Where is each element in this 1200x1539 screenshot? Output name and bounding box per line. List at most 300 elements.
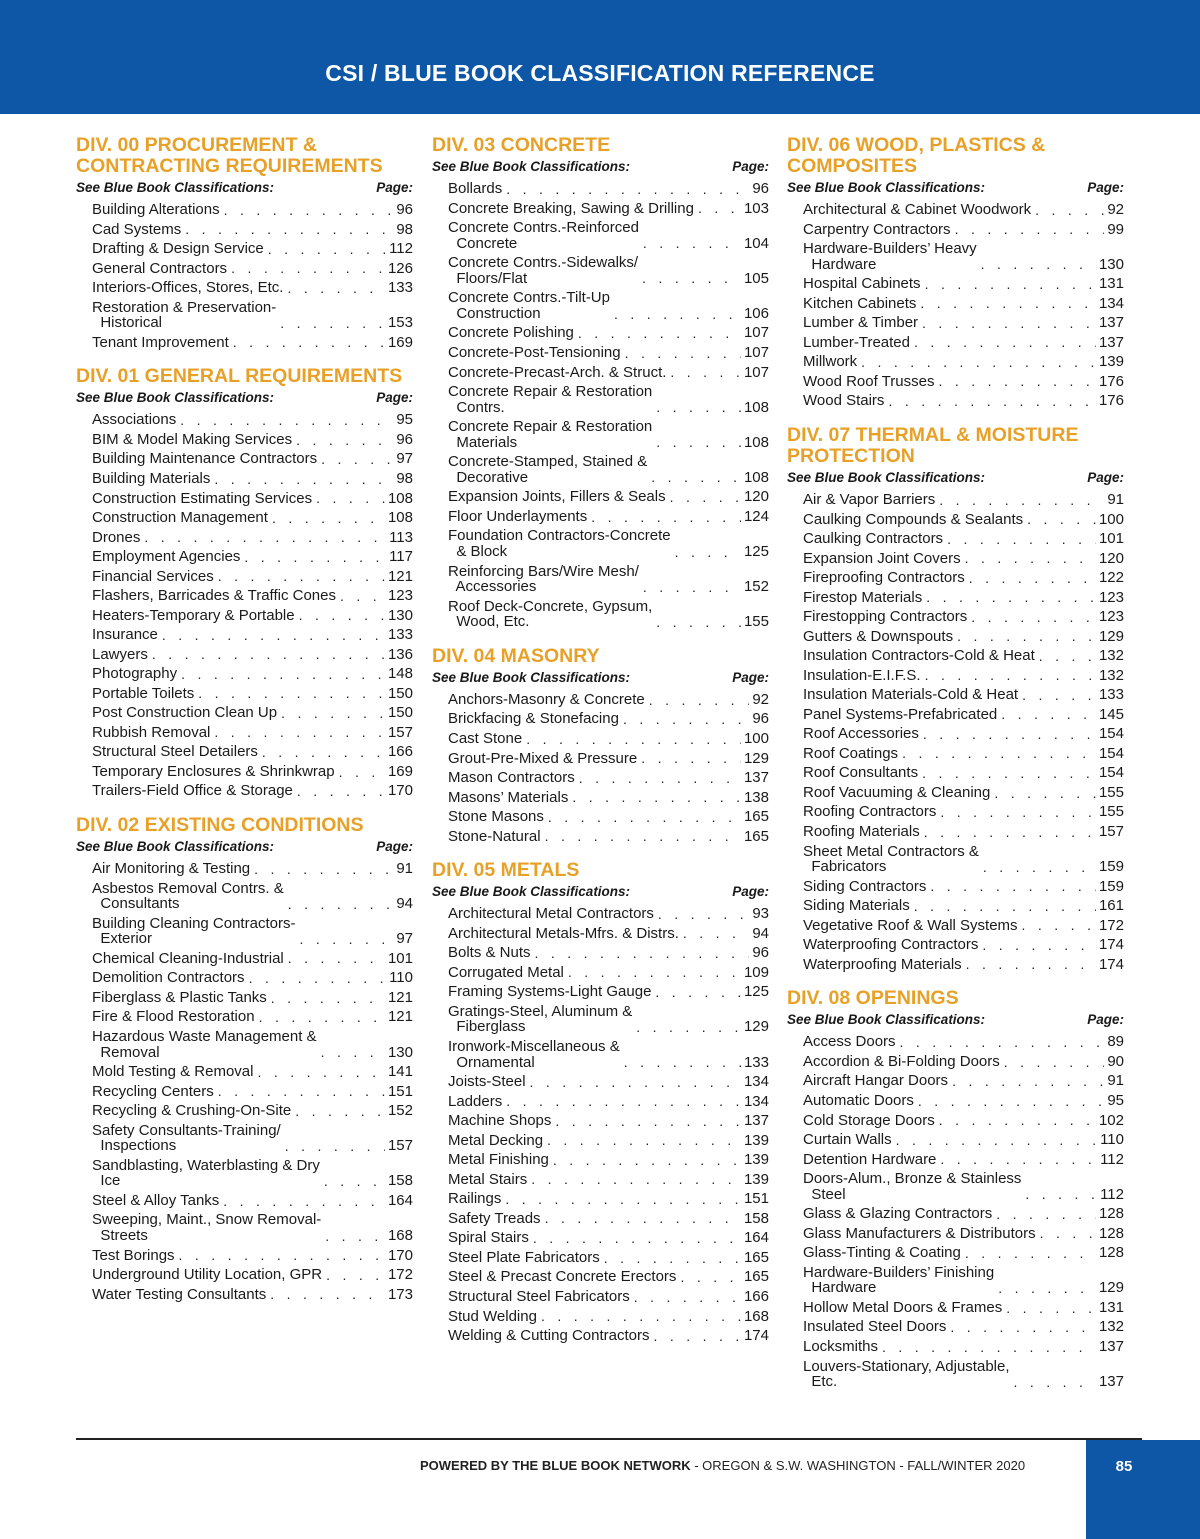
list-item: [803, 1073, 1124, 1089]
dot-leader: [952, 1074, 1104, 1088]
page-ref: 105: [743, 269, 769, 287]
classification-name: Louvers-Stationary, Adjustable, Etc.: [803, 1357, 1010, 1391]
list-item: [448, 290, 769, 321]
page-ref: 131: [1098, 1298, 1124, 1316]
classification-name: Cad Systems: [92, 220, 182, 238]
classification-name: Waterproofing Materials: [803, 955, 962, 973]
list-item: [803, 1093, 1124, 1109]
dot-leader: [965, 1246, 1096, 1260]
page-ref: 139: [1098, 353, 1124, 371]
classification-name: Associations: [92, 411, 177, 429]
list-item: [803, 648, 1124, 664]
list-item: [92, 686, 413, 702]
dot-leader: [982, 938, 1096, 952]
classification-name: Waterproofing Contractors: [803, 936, 979, 954]
division-section: [76, 815, 413, 1302]
classification-name: Drafting & Design Service: [92, 240, 264, 258]
classification-name: Curtain Walls: [803, 1131, 892, 1149]
list-item: [803, 785, 1124, 801]
dot-leader: [270, 1287, 385, 1301]
list-item: [92, 1287, 413, 1303]
classification-name: Concrete-Post-Tensioning: [448, 343, 621, 361]
list-item: [92, 608, 413, 624]
page-ref: 125: [743, 983, 769, 1001]
dot-leader: [1004, 1055, 1105, 1069]
page-ref: 107: [743, 324, 769, 342]
list-item: [92, 1158, 413, 1189]
list-item: [803, 1171, 1124, 1202]
dot-leader: [568, 965, 741, 979]
classification-name: Roofing Materials: [803, 823, 920, 840]
classification-name: Expansion Joint Covers: [803, 549, 961, 567]
classification-header: [432, 670, 769, 686]
list-item: [448, 201, 769, 217]
list-item: [803, 879, 1124, 895]
classification-name: Machine Shops: [448, 1112, 552, 1130]
list-item: [448, 365, 769, 381]
list-item: [448, 790, 769, 806]
classification-name: Insurance: [92, 626, 158, 644]
page-ref: 154: [1098, 764, 1124, 782]
page-ref: 102: [1098, 1111, 1124, 1129]
dot-leader: [233, 335, 385, 349]
page-ref: 132: [1098, 1318, 1124, 1336]
list-item: [448, 181, 769, 197]
list-item: [92, 1029, 413, 1060]
division-section: [787, 425, 1124, 972]
list-item: [448, 1328, 769, 1344]
dot-leader: [624, 1055, 741, 1069]
page-ref: 145: [1098, 705, 1124, 723]
page-label: Page:: [376, 839, 413, 855]
list-item: [448, 454, 769, 485]
classification-name: Siding Contractors: [803, 877, 927, 895]
classification-name: Carpentry Contractors: [803, 220, 951, 238]
list-item: [448, 1039, 769, 1070]
dot-leader: [882, 1340, 1096, 1354]
page-ref: 168: [387, 1227, 413, 1245]
list-item: [448, 965, 769, 981]
list-item: [92, 627, 413, 643]
page-ref: 108: [387, 509, 413, 527]
division-section: [787, 135, 1124, 409]
list-item: [92, 861, 413, 877]
dot-leader: [268, 242, 386, 256]
dot-leader: [555, 1114, 741, 1128]
classification-name: Doors-Alum., Bronze & Stainless Steel: [803, 1170, 1022, 1203]
classification-name: Building Materials: [92, 469, 211, 487]
dot-leader: [299, 932, 393, 946]
list-item: [803, 898, 1124, 914]
division-title: DIV. 04 MASONRY: [432, 644, 600, 667]
classification-name: Air & Vapor Barriers: [803, 490, 936, 508]
list-item: [448, 1152, 769, 1168]
dot-leader: [658, 907, 749, 921]
list-item: [803, 1265, 1124, 1296]
classification-name: Mason Contractors: [448, 769, 575, 787]
page-ref: 137: [743, 1112, 769, 1130]
list-item: [92, 1212, 413, 1243]
page-ref: 122: [1098, 569, 1124, 587]
list-item: [92, 916, 413, 947]
classification-name: Aircraft Hangar Doors: [803, 1072, 949, 1090]
classification-name: Concrete-Stamped, Stained & Decorative: [448, 453, 648, 486]
dot-leader: [271, 991, 385, 1005]
page-ref: 113: [389, 528, 413, 546]
page-number: 85: [1115, 1458, 1133, 1475]
page-ref: 134: [743, 1073, 769, 1091]
page-ref: 97: [396, 450, 413, 468]
list-item: [92, 1193, 413, 1209]
page-ref: 157: [387, 1137, 413, 1155]
dot-leader: [939, 493, 1104, 507]
classification-name: Fire & Flood Restoration: [92, 1008, 255, 1026]
list-item: [92, 1103, 413, 1119]
classification-name: Railings: [448, 1190, 502, 1208]
dot-leader: [541, 1309, 741, 1323]
page-ref: 174: [743, 1327, 769, 1345]
classification-name: Structural Steel Fabricators: [448, 1287, 630, 1305]
list-item: [92, 471, 413, 487]
page-ref: 124: [743, 507, 769, 525]
page-ref: 134: [743, 1092, 769, 1110]
page-ref: 139: [743, 1131, 769, 1149]
dot-leader: [533, 1231, 741, 1245]
list-item: [803, 918, 1124, 934]
list-item: [803, 937, 1124, 953]
classification-name: Panel Systems-Prefabricated: [803, 705, 998, 723]
division-section: [787, 988, 1124, 1389]
dot-leader: [861, 355, 1096, 369]
page-ref: 108: [743, 398, 769, 416]
list-item: [803, 1245, 1124, 1261]
dot-leader: [249, 971, 387, 985]
dot-leader: [324, 1174, 385, 1188]
page-ref: 112: [1100, 1185, 1124, 1203]
classification-name: Accordion & Bi-Folding Doors: [803, 1052, 1000, 1070]
page-ref: 121: [387, 1008, 413, 1026]
classification-name: General Contractors: [92, 259, 228, 277]
dot-leader: [922, 316, 1096, 330]
classification-name: Temporary Enclosures & Shrinkwrap: [92, 762, 335, 780]
list-item: [803, 1339, 1124, 1355]
classification-name: Foundation Contractors-Concrete & Block: [448, 527, 671, 561]
dot-leader: [180, 413, 393, 427]
list-item: [448, 325, 769, 341]
page-ref: 137: [1098, 333, 1124, 351]
dot-leader: [918, 1094, 1104, 1108]
dot-leader: [257, 1065, 385, 1079]
page-ref: 132: [1098, 666, 1124, 684]
page-ref: 90: [1107, 1052, 1124, 1070]
list-item: [92, 783, 413, 799]
page-ref: 96: [752, 944, 769, 962]
page-ref: 96: [752, 710, 769, 728]
see-classifications-label: See Blue Book Classifications:: [787, 180, 986, 195]
page-label: Page:: [732, 884, 769, 900]
page-ref: 152: [387, 1102, 413, 1120]
classification-name: Welding & Cutting Contractors: [448, 1327, 650, 1345]
list-item: [803, 804, 1124, 820]
list-item: [803, 1319, 1124, 1335]
page-label: Page:: [732, 159, 769, 174]
dot-leader: [316, 491, 385, 505]
classification-header: [76, 180, 413, 196]
list-item: [803, 202, 1124, 218]
classification-name: Chemical Cleaning-Industrial: [92, 949, 284, 967]
dot-leader: [578, 326, 741, 340]
list-item: [92, 530, 413, 546]
classification-name: Roofing Contractors: [803, 803, 937, 821]
dot-leader: [634, 1290, 741, 1304]
footer-text: [420, 1458, 1025, 1473]
classification-name: Lumber-Treated: [803, 333, 910, 351]
page-ref: 157: [387, 723, 413, 741]
dot-leader: [299, 608, 385, 622]
page-ref: 128: [1098, 1244, 1124, 1262]
classification-name: Stone Masons: [448, 808, 544, 826]
classification-name: Automatic Doors: [803, 1091, 914, 1109]
classification-name: Concrete Contrs.-Tilt-Up Construction: [448, 289, 610, 322]
list-item: [92, 1123, 413, 1154]
page-ref: 123: [387, 587, 413, 605]
see-classifications-label: See Blue Book Classifications:: [76, 839, 275, 855]
classification-name: Stone-Natural: [448, 827, 541, 845]
column-3: [787, 135, 1124, 1406]
dot-leader: [287, 281, 385, 295]
classification-name: Roof Coatings: [803, 744, 899, 762]
classification-name: Concrete Breaking, Sawing & Drilling: [448, 199, 694, 217]
page-ref: 97: [396, 930, 413, 948]
list-item: [803, 315, 1124, 331]
page-ref: 176: [1098, 372, 1124, 390]
dot-leader: [321, 452, 393, 466]
classification-name: Hardware-Builders’ Heavy Hardware: [803, 240, 977, 273]
classification-name: Structural Steel Detailers: [92, 743, 258, 761]
classification-name: Ladders: [448, 1092, 503, 1110]
classification-name: Joists-Steel: [448, 1073, 526, 1091]
classification-name: Employment Agencies: [92, 548, 241, 566]
dot-leader: [505, 1192, 741, 1206]
dot-leader: [591, 510, 741, 524]
classification-list: [76, 202, 413, 350]
see-classifications-label: See Blue Book Classifications:: [432, 159, 631, 174]
page-ref: 153: [387, 314, 413, 332]
page-ref: 136: [387, 645, 413, 663]
footer-edition: - OREGON & S.W. WASHINGTON - FALL/WINTER 2020: [690, 1458, 1026, 1473]
list-item: [803, 1034, 1124, 1050]
list-item: [448, 528, 769, 559]
dot-leader: [947, 532, 1096, 546]
list-item: [448, 1230, 769, 1246]
classification-name: Metal Stairs: [448, 1170, 528, 1188]
dot-leader: [325, 1229, 385, 1243]
list-item: [803, 726, 1124, 742]
list-item: [448, 599, 769, 630]
list-item: [448, 731, 769, 747]
list-item: [803, 1226, 1124, 1242]
page-ref: 109: [743, 963, 769, 981]
dot-leader: [643, 580, 741, 594]
classification-name: Tenant Improvement: [92, 333, 229, 351]
classification-name: Insulated Steel Doors: [803, 1318, 947, 1336]
list-item: [448, 345, 769, 361]
page-ref: 159: [1098, 858, 1124, 876]
page-ref: 151: [743, 1190, 769, 1208]
dot-leader: [902, 746, 1096, 760]
list-item: [803, 241, 1124, 272]
dot-leader: [698, 201, 741, 215]
dot-leader: [930, 879, 1096, 893]
classification-name: Steel & Precast Concrete Erectors: [448, 1268, 677, 1286]
see-classifications-label: See Blue Book Classifications:: [432, 669, 631, 685]
division-section: [432, 135, 769, 630]
page-ref: 108: [743, 433, 769, 451]
list-item: [803, 668, 1124, 684]
list-item: [803, 1206, 1124, 1222]
page-ref: 89: [1107, 1033, 1124, 1051]
list-item: [448, 1004, 769, 1035]
page-ref: 172: [1098, 916, 1124, 934]
classification-name: Restoration & Preservation- Historical: [92, 298, 277, 332]
classification-name: Mold Testing & Removal: [92, 1063, 254, 1081]
classification-name: Sandblasting, Waterblasting & Dry Ice: [92, 1156, 320, 1190]
dot-leader: [1035, 203, 1104, 217]
list-item: [803, 707, 1124, 723]
classification-name: Water Testing Consultants: [92, 1285, 267, 1303]
dot-leader: [925, 277, 1096, 291]
list-item: [92, 280, 413, 296]
division-section: [432, 860, 769, 1343]
division-title: DIV. 03 CONCRETE: [432, 134, 611, 156]
page-ref: 123: [1098, 588, 1124, 606]
column-1: [76, 135, 413, 1318]
page-ref: 139: [743, 1170, 769, 1188]
page-ref: 139: [743, 1151, 769, 1169]
classification-list: [432, 906, 769, 1343]
dot-leader: [288, 897, 394, 911]
dot-leader: [281, 706, 385, 720]
page-title: CSI / BLUE BOOK CLASSIFICATION REFERENCE: [325, 60, 875, 86]
list-item: [92, 881, 413, 912]
page-ref: 129: [743, 1018, 769, 1036]
see-classifications-label: See Blue Book Classifications:: [76, 390, 275, 406]
list-item: [92, 335, 413, 351]
page-ref: 100: [1098, 510, 1124, 528]
page-ref: 159: [1098, 877, 1124, 895]
list-item: [803, 844, 1124, 875]
dot-leader: [965, 551, 1096, 565]
page-ref: 154: [1098, 725, 1124, 743]
see-classifications-label: See Blue Book Classifications:: [432, 884, 631, 900]
classification-name: Sheet Metal Contractors & Fabricators: [803, 842, 979, 876]
list-item: [92, 744, 413, 760]
dot-leader: [643, 236, 741, 250]
division-title: DIV. 05 METALS: [432, 859, 580, 882]
classification-name: Roof Vacuuming & Cleaning: [803, 783, 991, 801]
classification-name: BIM & Model Making Services: [92, 430, 293, 448]
classification-name: Millwork: [803, 353, 858, 371]
list-item: [803, 354, 1124, 370]
page-ref: 93: [752, 905, 769, 923]
classification-name: Anchors-Masonry & Concrete: [448, 690, 645, 708]
classification-name: Roof Deck-Concrete, Gypsum, Wood, Etc.: [448, 597, 653, 631]
dot-leader: [955, 222, 1105, 236]
dot-leader: [649, 693, 750, 707]
classification-header: [787, 470, 1124, 486]
list-item: [803, 1300, 1124, 1316]
classification-list: [76, 412, 413, 799]
page-ref: 174: [1098, 936, 1124, 954]
classification-name: Gratings-Steel, Aluminum & Fiberglass: [448, 1002, 633, 1036]
dot-leader: [994, 786, 1096, 800]
list-item: [448, 711, 769, 727]
dot-leader: [642, 271, 741, 285]
classification-name: Asbestos Removal Contrs. & Consultants: [92, 879, 284, 913]
dot-leader: [1039, 649, 1096, 663]
list-item: [448, 419, 769, 450]
dot-leader: [144, 530, 386, 544]
classification-name: Reinforcing Bars/Wire Mesh/ Accessories: [448, 562, 639, 596]
classification-name: Glass Manufacturers & Distributors: [803, 1224, 1036, 1242]
page-ref: 130: [387, 606, 413, 624]
dot-leader: [535, 946, 750, 960]
list-item: [448, 1191, 769, 1207]
dot-leader: [223, 1194, 385, 1208]
classification-name: Kitchen Cabinets: [803, 294, 917, 312]
classification-list: [787, 202, 1124, 409]
classification-name: Roof Accessories: [803, 725, 919, 743]
classification-list: [432, 181, 769, 630]
dot-leader: [1014, 1375, 1096, 1389]
page-ref: 120: [743, 488, 769, 506]
dot-leader: [923, 727, 1096, 741]
dot-leader: [339, 765, 385, 779]
dot-leader: [922, 766, 1096, 780]
classification-name: Expansion Joints, Fillers & Seals: [448, 488, 666, 506]
division-title: DIV. 07 THERMAL & MOISTURE PROTECTION: [787, 423, 1079, 467]
classification-name: Concrete Polishing: [448, 324, 574, 342]
list-item: [92, 951, 413, 967]
division-section: [76, 135, 413, 350]
classification-name: Architectural & Cabinet Woodwork: [803, 201, 1032, 218]
dot-leader: [656, 400, 741, 414]
dot-leader: [152, 647, 385, 661]
page-ref: 130: [1098, 255, 1124, 273]
page-header: [0, 0, 1200, 114]
classification-name: Architectural Metals-Mfrs. & Distrs.: [448, 924, 679, 942]
list-item: [448, 1269, 769, 1285]
dot-leader: [326, 1268, 385, 1282]
list-item: [803, 687, 1124, 703]
list-item: [92, 1064, 413, 1080]
dot-leader: [925, 668, 1096, 682]
page-ref: 169: [387, 762, 413, 780]
dot-leader: [1027, 512, 1096, 526]
classification-name: Firestop Materials: [803, 588, 923, 606]
list-item: [92, 510, 413, 526]
page-ref: 98: [396, 469, 413, 487]
classification-name: Siding Materials: [803, 897, 910, 915]
classification-name: Hazardous Waste Management & Removal: [92, 1027, 317, 1061]
dot-leader: [939, 1113, 1096, 1127]
page-ref: 108: [387, 489, 413, 507]
page-ref: 96: [396, 201, 413, 218]
page-ref: 95: [1107, 1091, 1124, 1109]
page-ref: 137: [1098, 314, 1124, 332]
page-ref: 100: [743, 729, 769, 747]
page-ref: 128: [1098, 1205, 1124, 1223]
